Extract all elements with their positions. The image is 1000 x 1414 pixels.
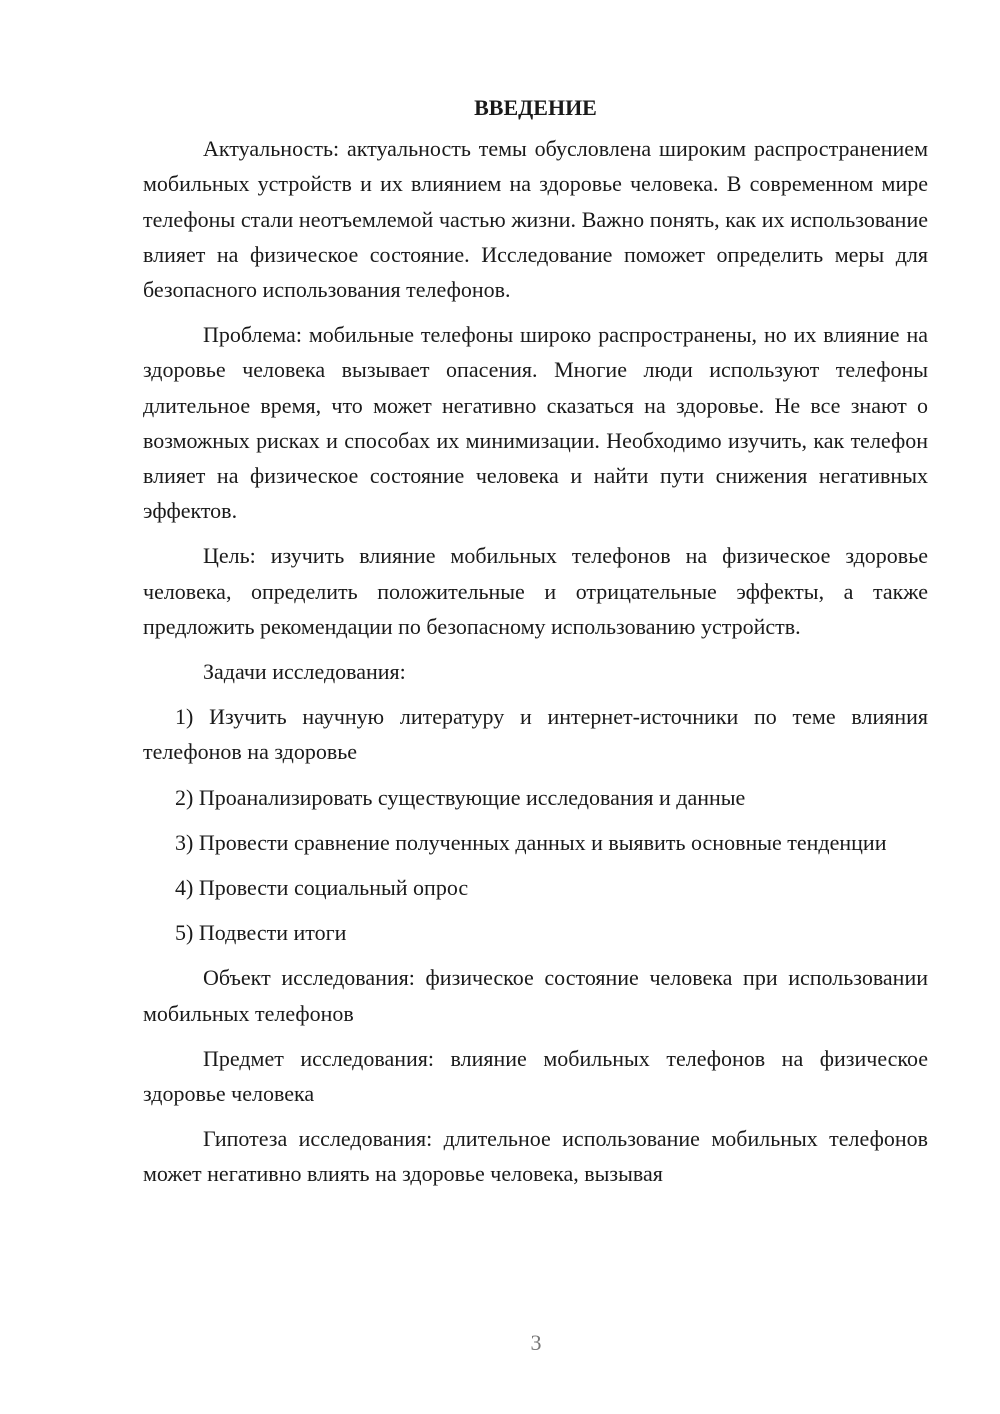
task-item-2: 2) Проанализировать существующие исследования и данные xyxy=(175,784,746,810)
task-item-1: 1) Изучить научную литературу и интернет-источники по теме влияния телефонов на здоровье xyxy=(143,704,928,765)
subject-paragraph: Предмет исследования: влияние мобильных телефонов на физическое здоровье человека xyxy=(143,1045,928,1107)
object-paragraph: Объект исследования: физическое состояние человека при использовании мобильных телефонов xyxy=(143,965,928,1026)
page-number: 3 xyxy=(530,1330,542,1355)
goal-paragraph: Цель: изучить влияние мобильных телефонов на физическое здоровье человека, определить положительные и отрицательные эффекты, а также предложить рекомендации по безопасному использованию устройств. xyxy=(143,543,928,639)
task-item-3: 3) Провести сравнение полученных данных и выявить основные тенденции xyxy=(175,829,887,855)
tasks-heading: Задачи исследования: xyxy=(203,659,406,685)
page-content xyxy=(143,90,928,1202)
hypothesis-paragraph: Гипотеза исследования: длительное использование мобильных телефонов может негативно влиять на здоровье человека, вызывая xyxy=(143,1126,928,1187)
task-item-5: 5) Подвести итоги xyxy=(175,920,347,946)
page-title: ВВЕДЕНИЕ xyxy=(474,95,597,120)
problem-paragraph: Проблема: мобильные телефоны широко распространены, но их влияние на здоровье человека вызывает опасения. Многие люди используют телефоны длительное время, что может негативно сказаться на здоровье. Не все знают о возможных рисках и способах их минимизации. Необходимо изучить, как телефон влияет на физическое состояние человека и найти пути снижения негативных эффектов. xyxy=(143,322,928,524)
task-item-4: 4) Провести социальный опрос xyxy=(175,875,469,901)
relevance-paragraph: Актуальность: актуальность темы обусловлена широким распространением мобильных устройств и их влиянием на здоровье человека. В современном мире телефоны стали неотъемлемой частью жизни. Важно понять, как их использование влияет на физическое состояние. Исследование поможет определить меры для безопасного использования телефонов. xyxy=(143,136,928,303)
